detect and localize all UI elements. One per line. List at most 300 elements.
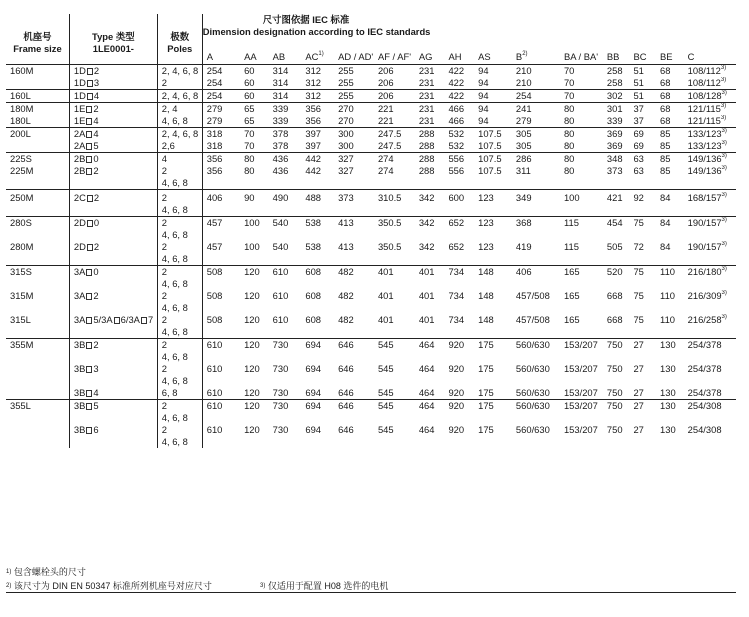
value-cell [444,192,474,204]
value-cell [202,278,240,290]
value-cell [629,278,656,290]
value-text: 342 [418,217,435,228]
value-text: 120 [244,387,260,398]
value-cell [334,103,374,116]
value-cell [603,204,630,217]
value-text: 920 [448,424,465,435]
value-text: 339 [272,103,289,114]
value-cell [334,77,374,90]
value-text: 68 [660,65,671,76]
value-cell [656,65,684,78]
value-text: 231 [418,65,435,76]
value-text: 69 [633,128,644,139]
type-cell [69,204,157,217]
value-cell [629,375,656,387]
value-cell [603,400,630,413]
value-cell [415,128,445,141]
value-cell [512,165,560,177]
value-text: 85 [660,153,671,164]
value-text: 532 [448,128,465,139]
type-code-prefix: 2B [73,153,86,164]
value-text: 318 [206,140,223,151]
value-cell [629,424,656,436]
value-cell [444,165,474,177]
value-text: 436 [272,153,289,164]
value-text: 694 [305,424,322,435]
column-header-label: AH [448,51,462,62]
value-text: 85 [660,128,671,139]
value-cell [415,363,445,375]
value-cell [301,140,334,153]
table-row [6,103,736,116]
value-text: 339 [606,115,623,126]
value-cell [629,253,656,266]
value-cell [512,278,560,290]
value-cell [202,424,240,436]
value-cell [240,253,269,266]
type-code-prefix: 1D [73,90,86,101]
value-footnote-mark: 3) [721,241,727,247]
placeholder-box-icon [86,403,92,410]
value-cell [334,65,374,78]
type-code-suffix: 4 [93,128,99,139]
value-cell [269,339,302,352]
value-cell [444,375,474,387]
table-row [6,339,736,352]
value-cell [603,229,630,241]
value-text: 148 [478,266,494,277]
value-cell [301,115,334,128]
value-cell [240,302,269,314]
value-cell [629,436,656,448]
value-cell [301,436,334,448]
value-cell [269,90,302,103]
value-text: 254/378 [687,339,722,350]
value-cell [301,153,334,166]
poles-cell: 4, 6, 8 [157,412,202,424]
value-cell [512,326,560,339]
column-header-sup: 2) [522,51,528,57]
value-text: 356 [206,153,223,164]
table-row [6,278,736,290]
value-text: 68 [660,77,671,88]
value-cell [269,375,302,387]
footnote-1-text: 包含螺栓头的尺寸 [13,567,86,577]
value-text: 100 [563,192,580,203]
value-cell [474,153,512,166]
value-cell [603,90,630,103]
value-footnote-mark: 3) [721,192,727,198]
table-body [6,65,736,449]
value-cell [415,278,445,290]
value-text: 610 [206,387,223,398]
poles-cell: 4, 6, 8 [157,177,202,190]
value-cell [202,363,240,375]
type-cell [69,302,157,314]
type-cell [69,339,157,352]
value-cell [684,65,736,78]
type-code-suffix: 0 [93,217,100,228]
value-cell [240,326,269,339]
value-cell [301,290,334,302]
value-cell [684,400,736,413]
value-text: 401 [418,290,435,301]
value-cell [415,387,445,400]
table-row [6,115,736,128]
value-text: 734 [448,266,465,277]
value-text: 84 [660,192,671,203]
value-cell [374,103,415,116]
value-cell [301,177,334,190]
value-cell [656,165,684,177]
value-cell [334,400,374,413]
value-cell [603,436,630,448]
value-cell [334,363,374,375]
value-cell [240,140,269,153]
value-cell [444,412,474,424]
frame-header-cn: 机座号 [23,31,52,42]
value-cell [603,290,630,302]
value-cell [656,290,684,302]
value-cell [656,217,684,230]
value-text: 464 [418,400,435,411]
type-code-prefix: 2B [73,165,86,176]
poles-header-cn: 极数 [170,31,190,42]
value-cell [269,302,302,314]
value-text: 107.5 [478,128,502,139]
poles-cell: 4, 6, 8 [157,278,202,290]
value-cell [656,400,684,413]
poles-cell: 2, 4 [157,103,202,116]
value-text: 314 [272,90,289,101]
footnote-2 [6,580,736,592]
value-cell [240,266,269,279]
footnote-3 [260,580,388,592]
type-code-suffix: 2 [93,290,99,301]
value-cell [415,436,445,448]
value-text: 327 [338,153,354,164]
column-header [474,48,512,65]
value-cell [603,115,630,128]
value-cell [240,241,269,253]
value-cell [656,153,684,166]
column-header-label: C [687,51,695,62]
value-cell [240,424,269,436]
poles-cell: 4, 6, 8 [157,229,202,241]
table-row [6,77,736,90]
value-cell [415,400,445,413]
column-header-label: B [515,51,523,62]
value-footnote-mark: 3) [721,314,727,320]
value-text: 734 [448,314,465,325]
value-text: 545 [377,387,394,398]
type-code-suffix: 4 [93,115,99,126]
value-cell [415,412,445,424]
value-footnote-mark: 3) [721,140,727,146]
value-cell [444,65,474,78]
value-cell [269,217,302,230]
value-text: 100 [244,217,260,228]
value-text: 311 [515,165,531,176]
table-row [6,241,736,253]
type-code-part: 6/3A [120,314,140,325]
value-text: 258 [606,77,623,88]
column-header [444,48,474,65]
value-cell [334,90,374,103]
value-text: 108/112 [687,65,721,76]
placeholder-box-icon [86,131,92,138]
value-text: 206 [377,65,394,76]
value-text: 730 [272,339,289,350]
value-text: 413 [338,217,354,228]
value-cell [202,302,240,314]
value-cell [656,115,684,128]
value-text: 27 [633,339,644,350]
value-cell [374,278,415,290]
value-cell [560,363,603,375]
value-text: 610 [206,339,223,350]
value-cell [474,217,512,230]
value-text: 356 [305,103,322,114]
type-cell [69,77,157,90]
column-header-label: AG [418,51,433,62]
value-cell [301,165,334,177]
column-header-label: BE [660,51,673,62]
value-text: 92 [633,192,644,203]
value-text: 401 [377,266,394,277]
value-cell [444,153,474,166]
frame-size-cell: 355L [6,400,69,413]
column-header [301,48,334,65]
value-cell [415,115,445,128]
poles-cell: 2 [157,217,202,230]
value-cell [474,253,512,266]
value-text: 342 [418,241,435,252]
value-text: 216/309 [687,290,722,301]
value-cell [560,241,603,253]
value-text: 120 [244,314,260,325]
value-text: 350.5 [377,241,402,252]
value-cell [374,400,415,413]
poles-cell: 4, 6, 8 [157,326,202,339]
value-text: 100 [244,241,260,252]
type-cell [69,351,157,363]
value-text: 85 [660,165,671,176]
footnote-1-mark: 1) [6,569,12,575]
poles-cell: 4, 6, 8 [157,302,202,314]
value-cell [444,77,474,90]
frame-size-cell: 160M [6,65,69,78]
value-cell [374,302,415,314]
value-text: 27 [633,424,644,435]
value-text: 60 [244,77,255,88]
value-text: 108/128 [687,90,722,101]
table-row [6,177,736,190]
type-cell [69,363,157,375]
value-cell [656,90,684,103]
value-cell [334,351,374,363]
value-cell [474,140,512,153]
value-cell [603,241,630,253]
value-cell [269,128,302,141]
value-text: 80 [244,165,255,176]
value-cell [684,90,736,103]
value-text: 457 [206,241,223,252]
type-code-prefix: 2C [73,192,86,203]
footnote-2-text: 该尺寸为 DIN EN 50347 标准所列机座号对应尺寸 [13,581,212,591]
value-text: 120 [244,363,260,374]
value-cell [269,436,302,448]
placeholder-box-icon [86,269,92,276]
value-cell [603,302,630,314]
value-text: 279 [515,115,532,126]
value-cell [415,153,445,166]
value-text: 108/112 [687,77,721,88]
value-cell [684,363,736,375]
table-row [6,140,736,153]
value-cell [512,229,560,241]
value-cell [629,387,656,400]
value-cell [474,290,512,302]
value-cell [560,290,603,302]
value-cell [629,177,656,190]
value-cell [603,140,630,153]
table-row [6,436,736,448]
value-text: 646 [338,400,354,411]
value-cell [334,339,374,352]
value-cell [656,412,684,424]
column-header-label: AB [272,51,286,62]
placeholder-box-icon [86,106,92,113]
value-cell [474,192,512,204]
value-cell [269,278,302,290]
placeholder-box-icon [87,80,93,87]
value-cell [374,363,415,375]
value-cell [374,314,415,326]
placeholder-box-icon [86,156,92,163]
value-cell [240,65,269,78]
frame-size-cell [6,436,69,448]
value-cell [560,192,603,204]
value-text: 369 [606,140,623,151]
table-row [6,424,736,436]
value-text: 254 [206,77,223,88]
value-cell [444,229,474,241]
value-cell [301,241,334,253]
value-cell [474,302,512,314]
frame-size-cell [6,387,69,400]
column-header [656,48,684,65]
value-cell [474,412,512,424]
value-cell [240,192,269,204]
dimension-table [6,14,736,448]
value-text: 600 [448,192,465,203]
table-row [6,165,736,177]
value-text: 401 [418,314,435,325]
value-cell [374,140,415,153]
value-text: 422 [448,77,465,88]
value-text: 175 [478,339,494,350]
value-cell [415,140,445,153]
value-cell [474,339,512,352]
value-cell [629,115,656,128]
value-text: 80 [244,153,255,164]
value-cell [656,326,684,339]
value-footnote-mark: 3) [721,217,727,223]
value-text: 750 [606,424,623,435]
value-cell [656,192,684,204]
value-text: 920 [448,400,465,411]
value-text: 545 [377,400,394,411]
value-text: 115 [563,217,579,228]
value-text: 730 [272,424,289,435]
value-cell [301,192,334,204]
value-cell [603,153,630,166]
value-cell [202,229,240,241]
value-cell [240,363,269,375]
column-header-label: BC [633,51,647,62]
value-cell [512,424,560,436]
column-header-label: AS [478,51,491,62]
value-cell [684,217,736,230]
type-cell [69,90,157,103]
value-cell [202,290,240,302]
value-cell [560,229,603,241]
value-text: 545 [377,424,394,435]
value-cell [603,375,630,387]
value-text: 130 [660,339,676,350]
value-text: 750 [606,400,623,411]
value-cell [202,77,240,90]
type-code-part: 5/3A [93,314,113,325]
value-cell [560,400,603,413]
value-text: 123 [478,241,494,252]
placeholder-box-icon [87,68,93,75]
placeholder-box-icon [86,168,92,175]
value-cell [656,177,684,190]
value-text: 610 [206,363,223,374]
value-text: 373 [606,165,623,176]
value-text: 190/157 [687,217,722,228]
value-cell [603,103,630,116]
value-cell [603,77,630,90]
value-text: 85 [660,140,671,151]
value-text: 545 [377,339,394,350]
value-text: 254/308 [687,400,722,411]
value-cell [629,351,656,363]
value-cell [415,65,445,78]
value-cell [301,387,334,400]
value-cell [334,436,374,448]
value-text: 60 [244,90,255,101]
value-footnote-mark: 3) [721,153,727,159]
value-cell [269,229,302,241]
value-cell [301,326,334,339]
value-cell [512,140,560,153]
value-cell [240,153,269,166]
value-cell [444,115,474,128]
value-cell [603,424,630,436]
poles-cell: 6, 8 [157,387,202,400]
type-code-suffix: 4 [93,387,99,398]
value-text: 305 [515,140,532,151]
value-cell [334,153,374,166]
value-cell [415,77,445,90]
value-text: 288 [418,128,435,139]
value-cell [560,165,603,177]
value-text: 508 [206,266,223,277]
value-text: 312 [305,90,322,101]
